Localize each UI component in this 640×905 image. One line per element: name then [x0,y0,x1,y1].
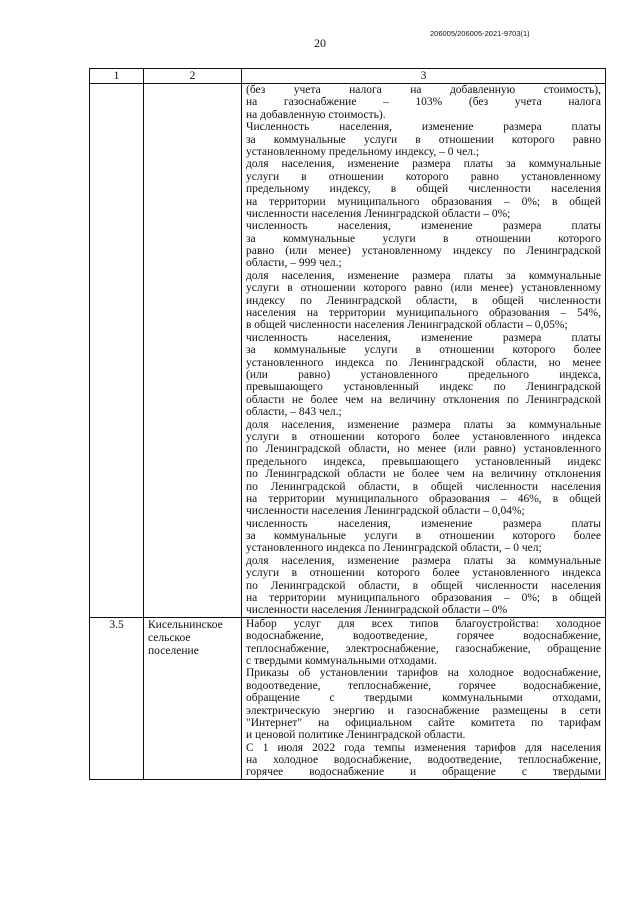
text-paragraph [246,419,601,518]
text-line: населения на территории муниципального образования – 54%, [246,307,601,320]
text-line: за коммунальные услуги в отношении которого более [246,530,601,543]
text-line: Приказы об установлении тарифов на холодное водоснабжение, [246,667,601,680]
column-header: 3 [242,69,606,84]
description-cell [242,617,606,779]
text-line: по Ленинградской области, в общей численности населения [246,579,601,592]
text-line: индексу по Ленинградской области, в общей численности [246,294,601,307]
settlement-name-line: сельское поселение [148,631,199,657]
text-line: за коммунальные услуги в отношении которого [246,232,601,245]
text-line: предельному индексу, в общей численности населения [246,183,601,196]
text-line: на территории муниципального образования – 46%, в общей [246,492,601,505]
text-paragraph [246,158,601,220]
text-line: области, – 843 чел.; [246,406,342,419]
text-paragraph [246,332,601,419]
text-line: на холодное водоснабжение, водоотведение, теплоснабжение, [246,754,601,767]
text-paragraph [246,618,601,668]
text-line: услуги в отношении которого более установленного индекса [246,430,601,443]
text-line: установленному предельному индексу, – 0 чел.; [246,145,480,158]
text-line: горячее водоснабжение и обращение с твердыми [246,766,601,779]
text-line: численность населения, изменение размера платы [246,220,601,233]
text-line: численность населения, изменение размера платы [246,517,601,530]
text-line: по Ленинградской области, в общей численности населения [246,480,601,493]
text-line: численности населения Ленинградской области – 0% [246,604,508,617]
text-line: доля населения, изменение размера платы за коммунальные [246,158,601,171]
text-line: установленного индекса по Ленинградской области, – 0 чел; [246,542,542,555]
text-line: на газоснабжение – 103% (без учета налога [246,96,601,109]
page-number: 20 [314,36,326,50]
text-line: численности населения Ленинградской области – 0%; [246,207,511,220]
text-line: с твердыми коммунальными отходами. [246,654,437,667]
text-line: доля населения, изменение размера платы за коммунальные [246,418,601,431]
text-line: "Интернет" на официальном сайте комитета по тарифам [246,716,601,729]
text-line: превышающего установленный индекс по Ленинградской [246,381,601,394]
text-line: С 1 июля 2022 года темпы изменения тарифов для населения [246,741,601,754]
text-line: по Ленинградской области не более чем на величину отклонения [246,468,601,481]
text-line: на добавленную стоимость). [246,108,386,121]
description-text [246,618,601,779]
row-number-cell: 3.5 [90,617,144,779]
text-line: предельного индекса, превышающего установленный индекс [246,455,601,468]
table-header-row [90,69,606,84]
settlement-name-cell [144,84,242,618]
text-line: доля населения, изменение размера платы за коммунальные [246,554,601,567]
text-paragraph [246,84,601,121]
text-line: установленного индекса по Ленинградской области, но менее [246,356,601,369]
text-line: услуги в отношении которого равно (или менее) установленному [246,282,601,295]
text-paragraph [246,742,601,779]
table-row [90,617,606,779]
text-line: на территории муниципального образования – 0%; в общей [246,195,601,208]
text-line: доля населения, изменение размера платы за коммунальные [246,269,601,282]
text-line: равно (или менее) установленному индексу по Ленинградской [246,245,601,258]
text-line: водоотведение, теплоснабжение, горячее водоснабжение, [246,679,601,692]
text-line: Набор услуг для всех типов благоустройства: холодное [246,617,601,630]
row-number-cell [90,84,144,618]
text-line: (или равно) установленного предельного индекса, [246,368,601,381]
settlement-name-line: Кисельнинское [148,618,223,631]
text-paragraph [246,555,601,617]
text-line: на территории муниципального образования – 0%; в общей [246,592,601,605]
document-code: 206005/206005-2021-9703(1) [430,29,530,38]
text-line: численности населения Ленинградской области – 0,04%; [246,505,525,518]
description-text [246,84,601,617]
table-row [90,84,606,618]
document-table [89,68,606,780]
text-line: услуги в отношении которого более установленного индекса [246,567,601,580]
column-header: 2 [144,69,242,84]
text-paragraph [246,667,601,741]
text-line: теплоснабжение, электроснабжение, газоснабжение, обращение [246,642,601,655]
text-line: (без учета налога на добавленную стоимость), [246,84,601,96]
text-line: области не более чем на величину отклонения по Ленинградской [246,393,601,406]
description-cell [242,84,606,618]
settlement-name-cell [144,617,242,779]
text-line: Численность населения, изменение размера платы [246,121,601,134]
text-line: численность населения, изменение размера платы [246,331,601,344]
text-line: по Ленинградской области, но менее (или равно) установленного [246,443,601,456]
text-line: за коммунальные услуги в отношении которого более [246,344,601,357]
text-line: водоснабжение, водоотведение, горячее водоснабжение, [246,630,601,643]
text-line: услуги в отношении которого равно установленному [246,170,601,183]
text-paragraph [246,270,601,332]
text-line: и ценовой политике Ленинградской области. [246,729,466,742]
text-line: области, – 999 чел.; [246,257,342,270]
text-paragraph [246,518,601,555]
text-paragraph [246,121,601,158]
text-paragraph [246,220,601,270]
column-header: 1 [90,69,144,84]
text-line: обращение с твердыми коммунальными отходами, [246,692,601,705]
text-line: за коммунальные услуги в отношении которого равно [246,133,601,146]
text-line: в общей численности населения Ленинградской области – 0,05%; [246,319,568,332]
text-line: электрическую энергию и газоснабжение размещены в сети [246,704,601,717]
